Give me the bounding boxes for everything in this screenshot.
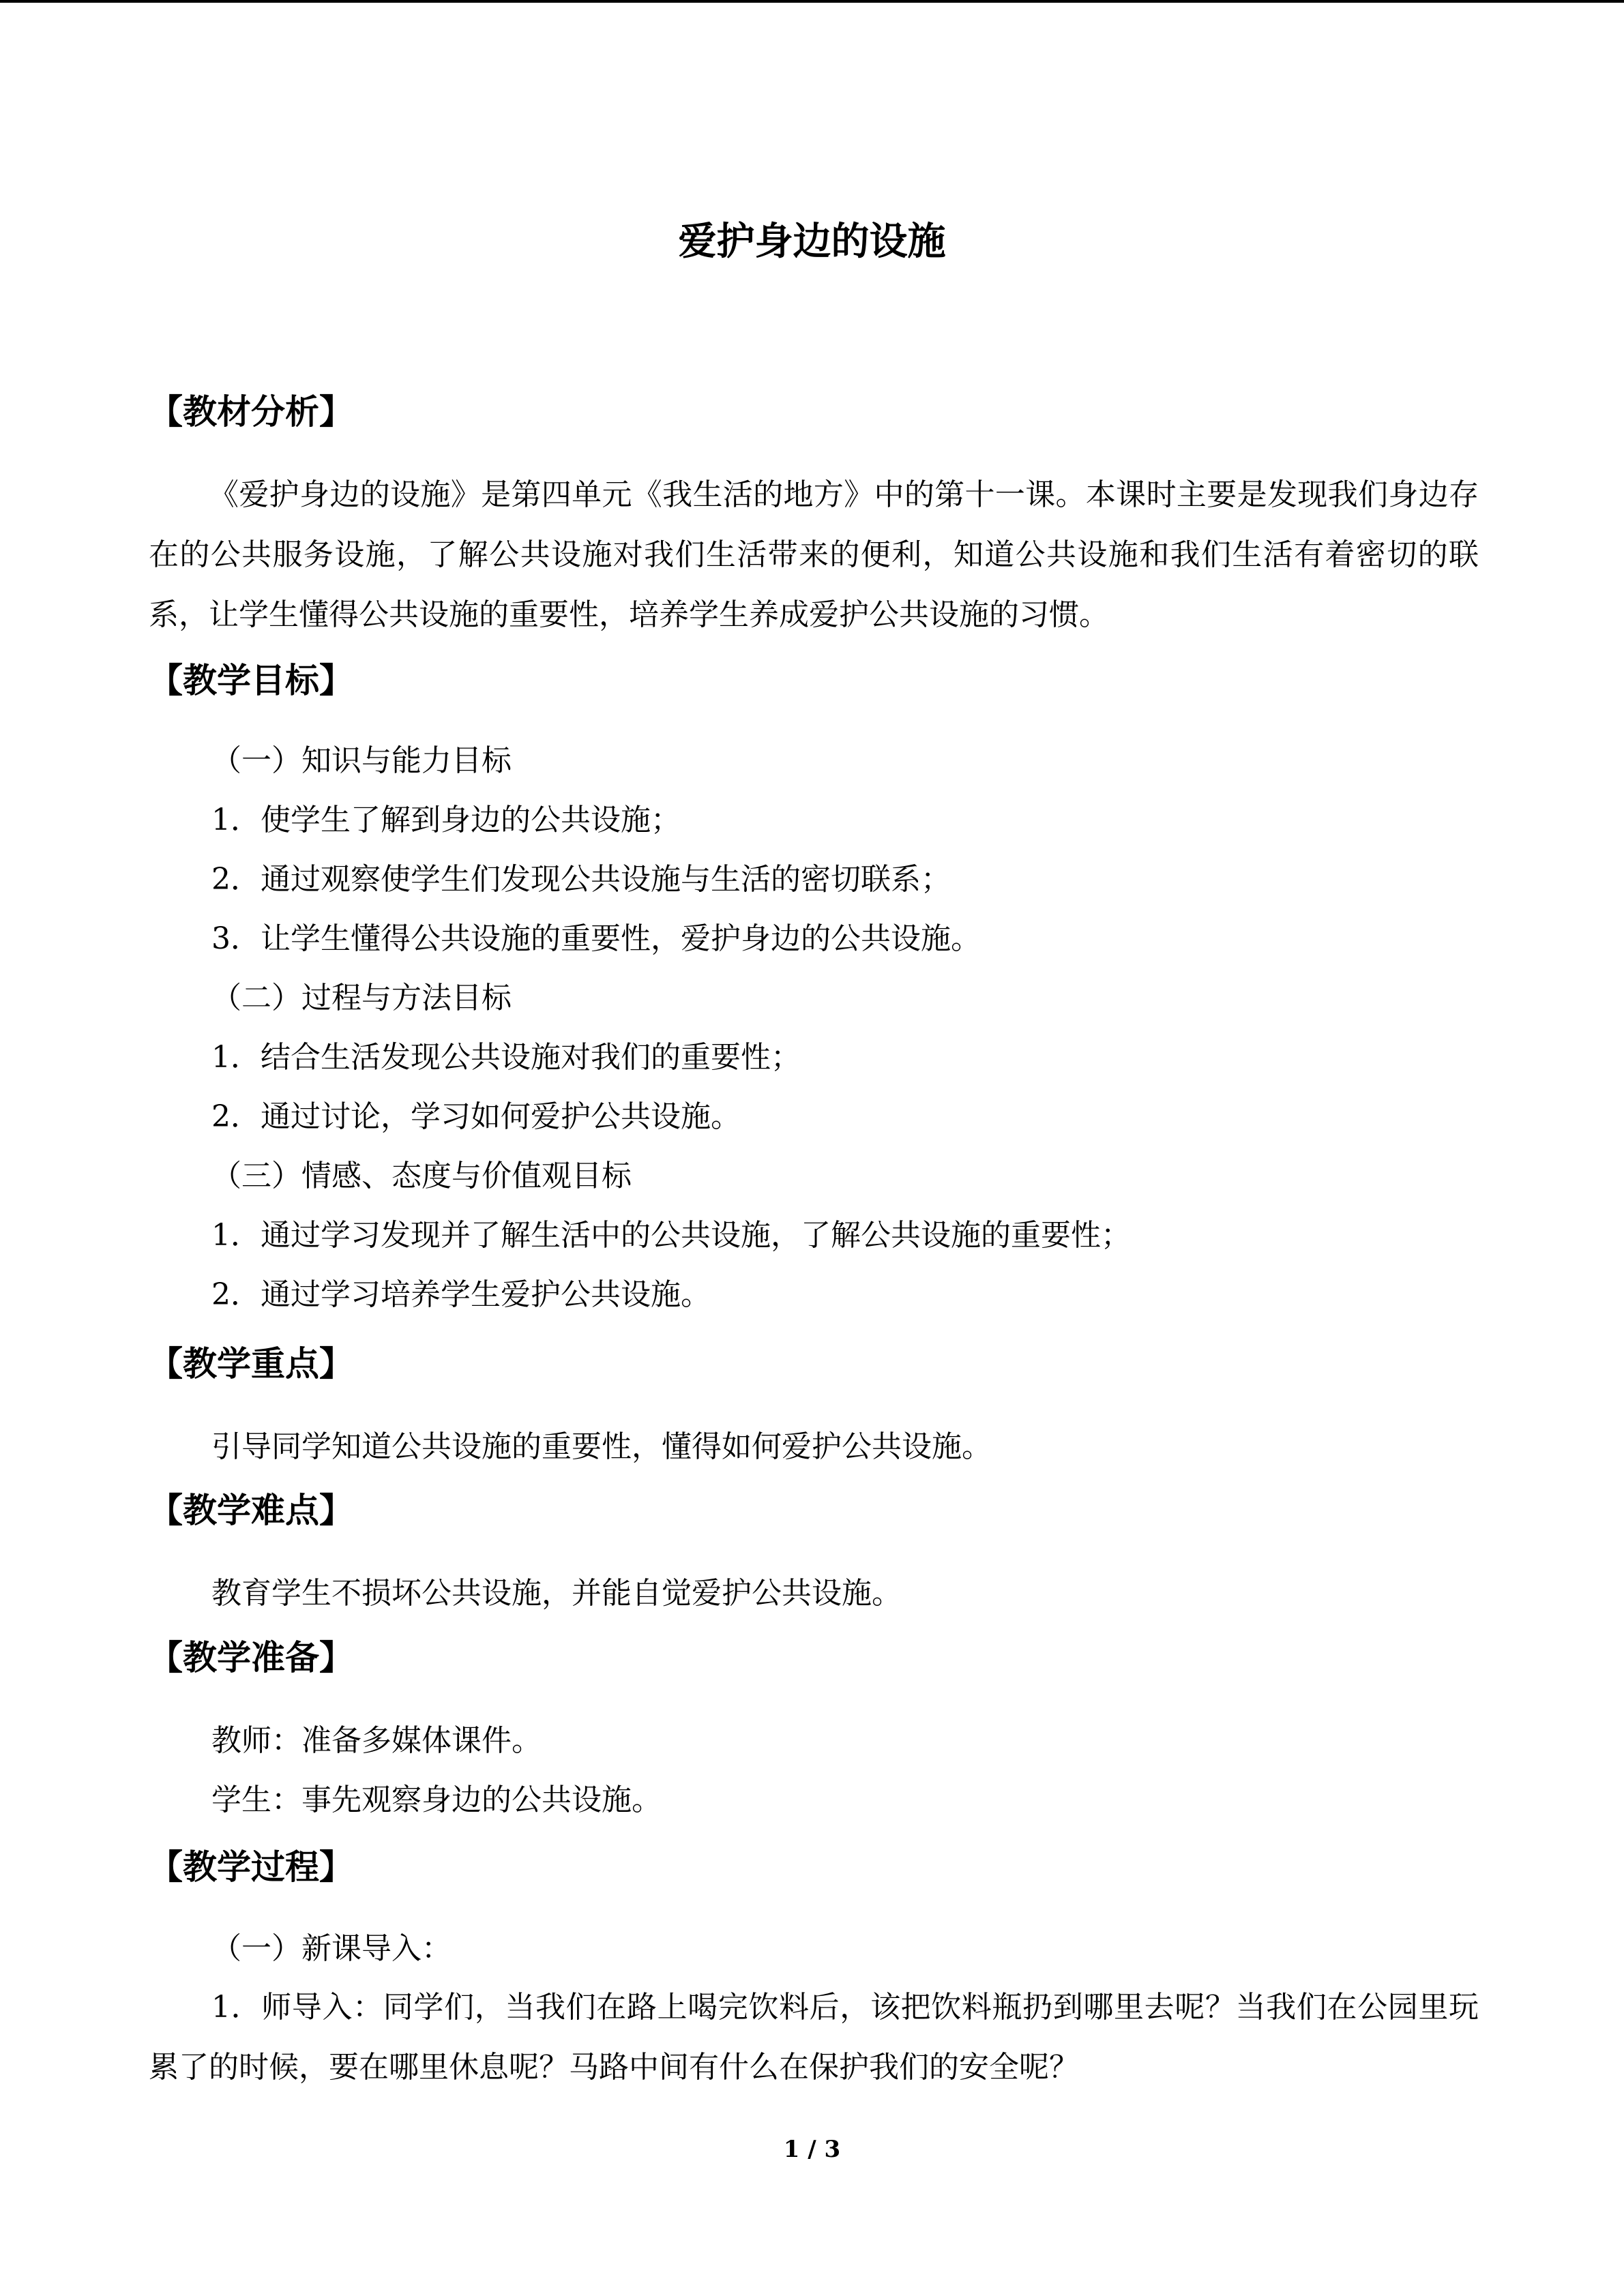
goals-line: 1．结合生活发现公共设施对我们的重要性；: [211, 1040, 801, 1075]
process-subheading: （一）新课导入：: [211, 1931, 452, 1966]
preparation-line: 学生：事先观察身边的公共设施。: [211, 1783, 662, 1817]
preparation-line: 教师：准备多媒体课件。: [211, 1723, 542, 1758]
goals-line: （二）过程与方法目标: [211, 981, 512, 1015]
section-heading-key-points: 【教学重点】: [149, 1343, 353, 1384]
goals-line: 3．让学生懂得公共设施的重要性，爱护身边的公共设施。: [211, 921, 981, 956]
page-number: 1 / 3: [783, 2136, 841, 2163]
process-paragraph: 1．师导入：同学们，当我们在路上喝完饮料后，该把饮料瓶扔到哪里去呢？当我们在公园里玩累了的时候，要在哪里休息呢？马路中间有什么在保护我们的安全呢？: [149, 1990, 1479, 2085]
section-heading-difficulties: 【教学难点】: [149, 1490, 353, 1530]
difficulties-text: 教育学生不损坏公共设施，并能自觉爱护公共设施。: [211, 1576, 902, 1611]
goals-line: 2．通过观察使学生们发现公共设施与生活的密切联系；: [211, 862, 951, 897]
goals-line: （三）情感、态度与价值观目标: [211, 1159, 632, 1193]
section-heading-preparation: 【教学准备】: [149, 1637, 353, 1678]
goals-line: 1．通过学习发现并了解生活中的公共设施，了解公共设施的重要性；: [211, 1218, 1131, 1253]
goals-line: 1．使学生了解到身边的公共设施；: [211, 803, 681, 837]
top-border: [0, 0, 1624, 3]
section-heading-analysis: 【教材分析】: [149, 391, 353, 432]
page-title: 爱护身边的设施: [678, 219, 946, 264]
goals-line: （一）知识与能力目标: [211, 743, 512, 778]
section-heading-goals: 【教学目标】: [149, 660, 353, 700]
analysis-paragraph: 《爱护身边的设施》是第四单元《我生活的地方》中的第十一课。本课时主要是发现我们身边存在的公共服务设施，了解公共设施对我们生活带来的便利，知道公共设施和我们生活有着密切的联系，让学生懂得公共设施的重要性，培养学生养成爱护公共设施的习惯。: [149, 477, 1479, 632]
key-points-text: 引导同学知道公共设施的重要性，懂得如何爱护公共设施。: [211, 1429, 992, 1464]
goals-line: 2．通过学习培养学生爱护公共设施。: [211, 1277, 711, 1312]
goals-line: 2．通过讨论，学习如何爱护公共设施。: [211, 1099, 741, 1134]
section-heading-process: 【教学过程】: [149, 1847, 353, 1887]
